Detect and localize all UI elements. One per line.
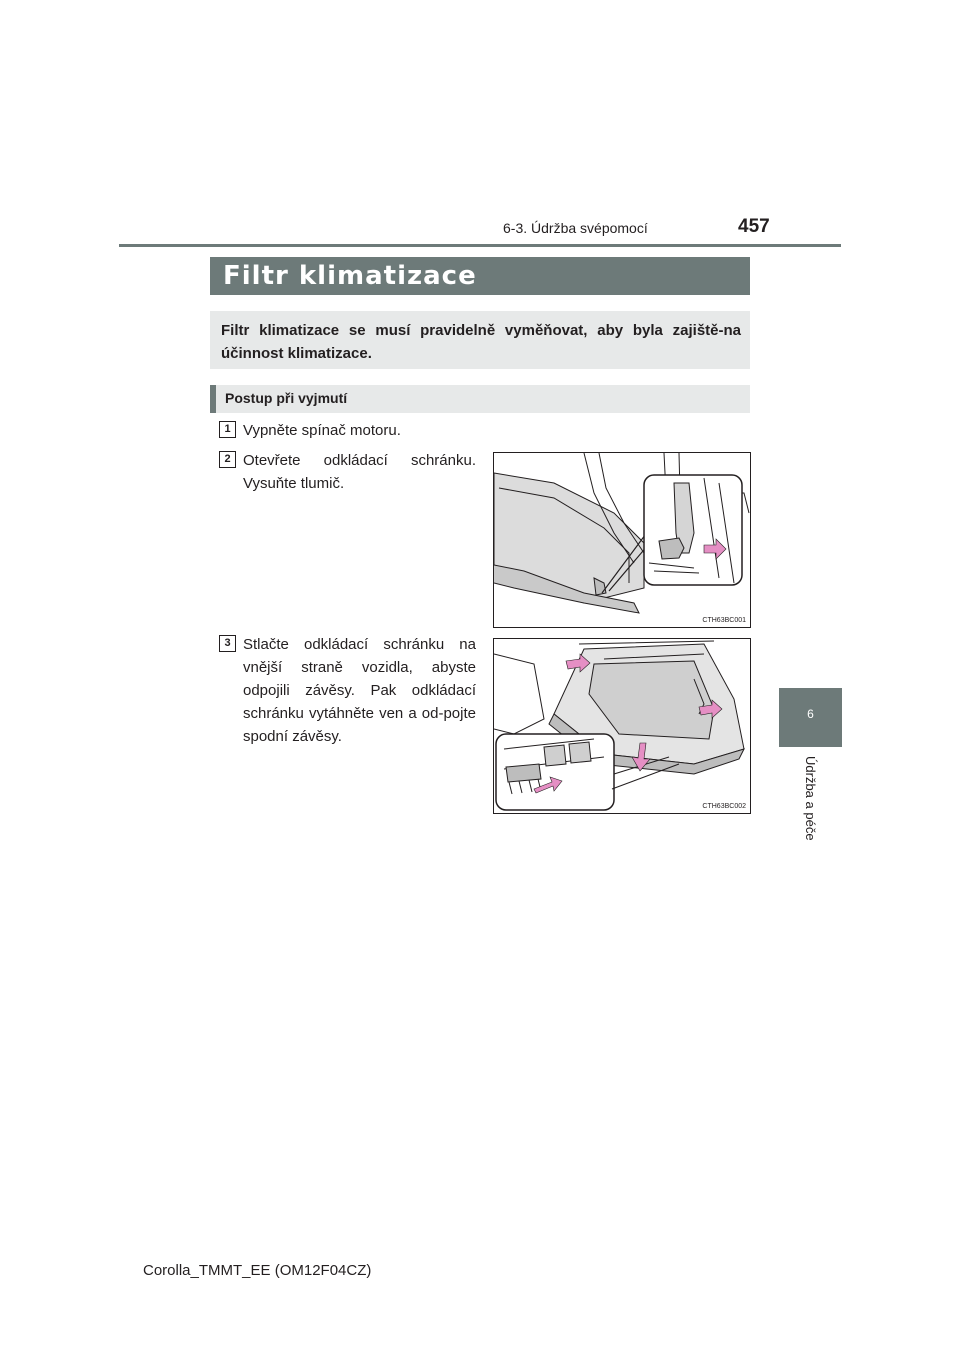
title-bar [210, 257, 750, 295]
figure-caption: CTH63BC001 [702, 617, 746, 624]
subsection-accent [210, 385, 216, 413]
figure-glovebox-removal [493, 638, 751, 814]
header-divider [119, 244, 841, 247]
step-number: 2 [219, 451, 236, 468]
chapter-title: Údržba a péče [803, 756, 818, 841]
glovebox-removal-illustration [494, 639, 750, 813]
intro-text: Filtr klimatizace se musí pravidelně vyměňovat, aby byla zajiště-na účinnost klimatizace. [221, 322, 741, 362]
chapter-number: 6 [807, 707, 814, 721]
page-number: 457 [738, 216, 770, 237]
figure-glovebox-damper [493, 452, 751, 628]
intro-box [210, 311, 750, 369]
step-text: Stlačte odkládací schránku na vnější straně vozidla, abyste odpojili závěsy. Pak odkládací schránku vytáhněte ven a od-pojte spodní závěsy. [243, 636, 476, 745]
step-text: Otevřete odkládací schránku. Vysuňte tlumič. [243, 452, 476, 492]
figure-caption: CTH63BC002 [702, 803, 746, 810]
chapter-tab [779, 688, 842, 747]
page-title: Filtr klimatizace [223, 261, 477, 291]
subsection-bar [210, 385, 750, 413]
step-text: Vypněte spínač motoru. [243, 422, 401, 439]
glovebox-damper-illustration [494, 453, 750, 627]
step-number: 1 [219, 421, 236, 438]
step-number: 3 [219, 635, 236, 652]
subsection-title: Postup při vyjmutí [225, 390, 348, 406]
footer-doc-id: Corolla_TMMT_EE (OM12F04CZ) [143, 1262, 372, 1279]
header-section-title: 6-3. Údržba svépomocí [503, 220, 648, 236]
